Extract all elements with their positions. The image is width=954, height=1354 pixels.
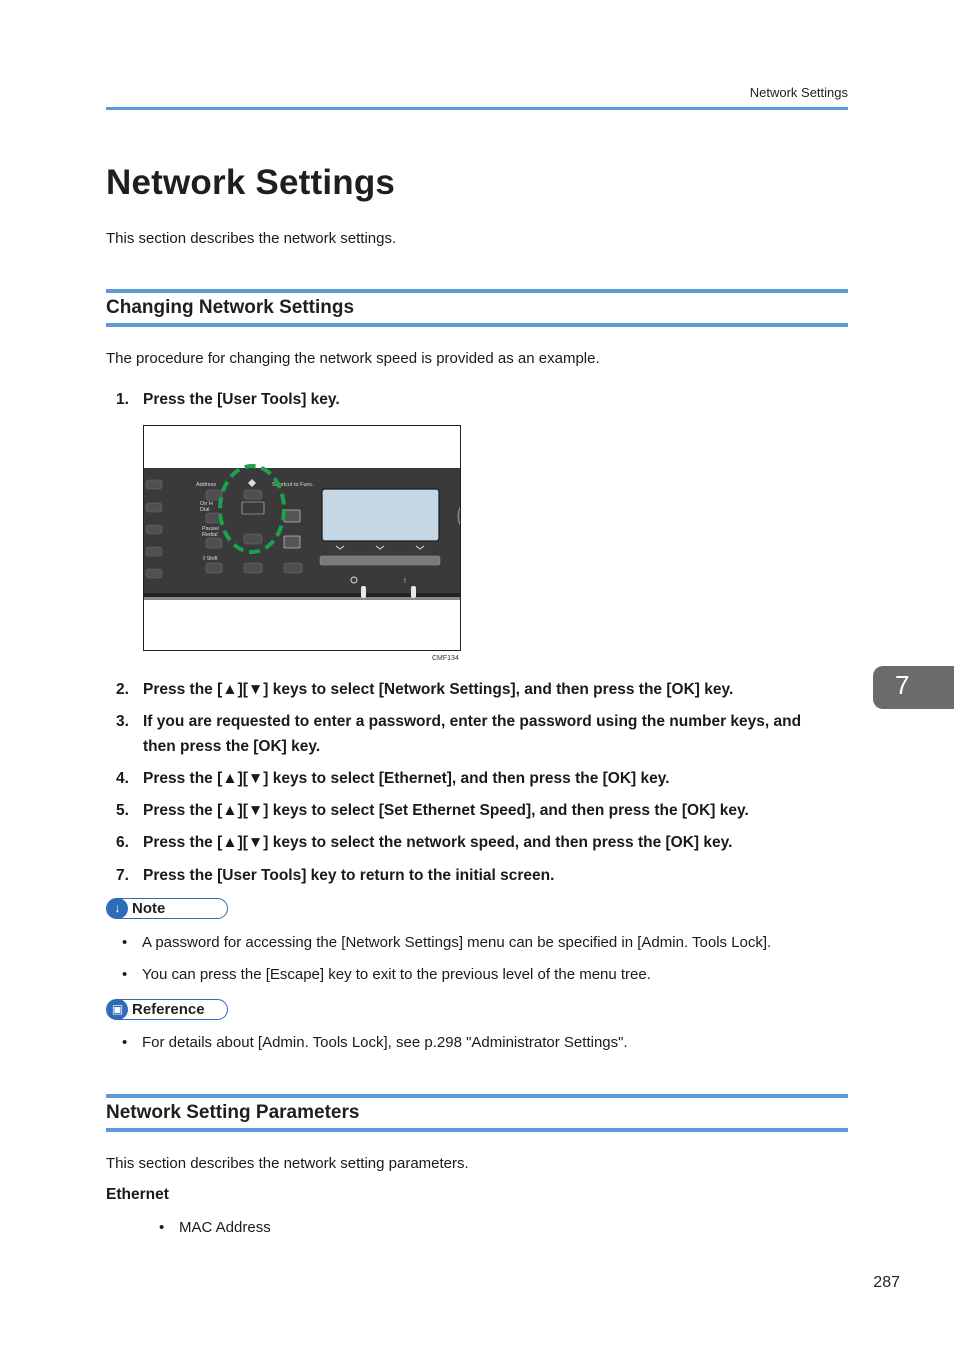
note-text: You can press the [Escape] key to exit to the previous level of the menu tree. [142,966,651,983]
label-redial: Redial [202,532,218,538]
step-number: 2. [116,681,129,698]
section1-intro: The procedure for changing the network speed is provided as an example. [106,350,600,367]
step-text: Press the [▲][▼] keys to select the network speed, and then press the [OK] key. [143,834,733,851]
step-number: 6. [116,834,129,851]
section2-intro: This section describes the network setting parameters. [106,1155,469,1172]
step-number: 5. [116,802,129,819]
step-text: If you are requested to enter a password, enter the password using the number keys, and then press the [OK] key. [143,713,802,755]
lcd-screen [322,489,439,541]
step-text: Press the [▲][▼] keys to select [Ethernet], and then press the [OK] key. [143,770,670,787]
step-7 [106,863,848,888]
step-text: Press the [User Tools] key. [143,391,340,408]
step-4 [106,766,848,791]
reference-item [122,1034,842,1051]
figure-caption: CMF134 [432,655,459,662]
step-number: 1. [116,391,129,408]
section-heading-parameters [106,1094,848,1132]
selection-bar [320,556,440,565]
reference-book-icon: ▣ [107,999,128,1020]
reference-text: For details about [Admin. Tools Lock], see p.298 "Administrator Settings". [142,1034,628,1051]
ethernet-subheading: Ethernet [106,1186,169,1203]
step-text: Press the [▲][▼] keys to select [Network Settings], and then press the [OK] key. [143,681,734,698]
parameter-item [159,1219,839,1236]
control-panel-illustration [144,426,461,651]
alert-icon: ! [404,578,406,585]
label-shortcut: Shortcut to Func. [272,482,314,488]
chapter-tab [873,666,954,709]
step-text: Press the [User Tools] key to return to the initial screen. [143,867,555,884]
bullet-dot: • [159,1219,165,1236]
indicator-left [361,586,366,598]
step-1 [106,387,848,412]
step-text: Press the [▲][▼] keys to select [Set Ethernet Speed], and then press the [OK] key. [143,802,749,819]
section-heading-text: Changing Network Settings [106,297,355,318]
step-number: 3. [116,713,129,730]
running-header: Network Settings [749,85,848,100]
step-6 [106,830,848,855]
note-label: Note [132,900,166,917]
bullet-dot: • [122,1034,128,1051]
user-tools-key [244,490,262,499]
reference-label: Reference [132,1001,205,1018]
step-2 [106,677,848,702]
step-number: 7. [116,867,129,884]
label-address: Address [196,482,217,488]
reference-badge [106,999,228,1020]
control-panel-figure [143,425,461,651]
section-heading-text: Network Setting Parameters [106,1102,360,1123]
page-title: Network Settings [106,163,396,202]
label-on-hook: On H [200,501,213,507]
page-number: 287 [873,1274,900,1291]
page-intro: This section describes the network settings. [106,230,397,247]
section-heading-changing [106,289,848,327]
chapter-number: 7 [895,670,910,700]
parameter-text: MAC Address [179,1219,271,1236]
label-dial: Dial [200,507,210,513]
note-item [122,966,842,983]
note-arrow-icon: ↓ [107,898,128,919]
bullet-dot: • [122,966,128,983]
label-pause: Pause/ [202,526,220,532]
step-3 [106,709,826,759]
indicator-right [411,586,416,598]
note-item [122,934,842,951]
step-number: 4. [116,770,129,787]
header-rule [106,107,848,110]
bullet-dot: • [122,934,128,951]
note-badge [106,898,228,919]
label-shift: ⇧Shift [202,556,218,562]
note-text: A password for accessing the [Network Settings] menu can be specified in [Admin. Tools Lock]. [142,934,772,951]
step-5 [106,798,848,823]
